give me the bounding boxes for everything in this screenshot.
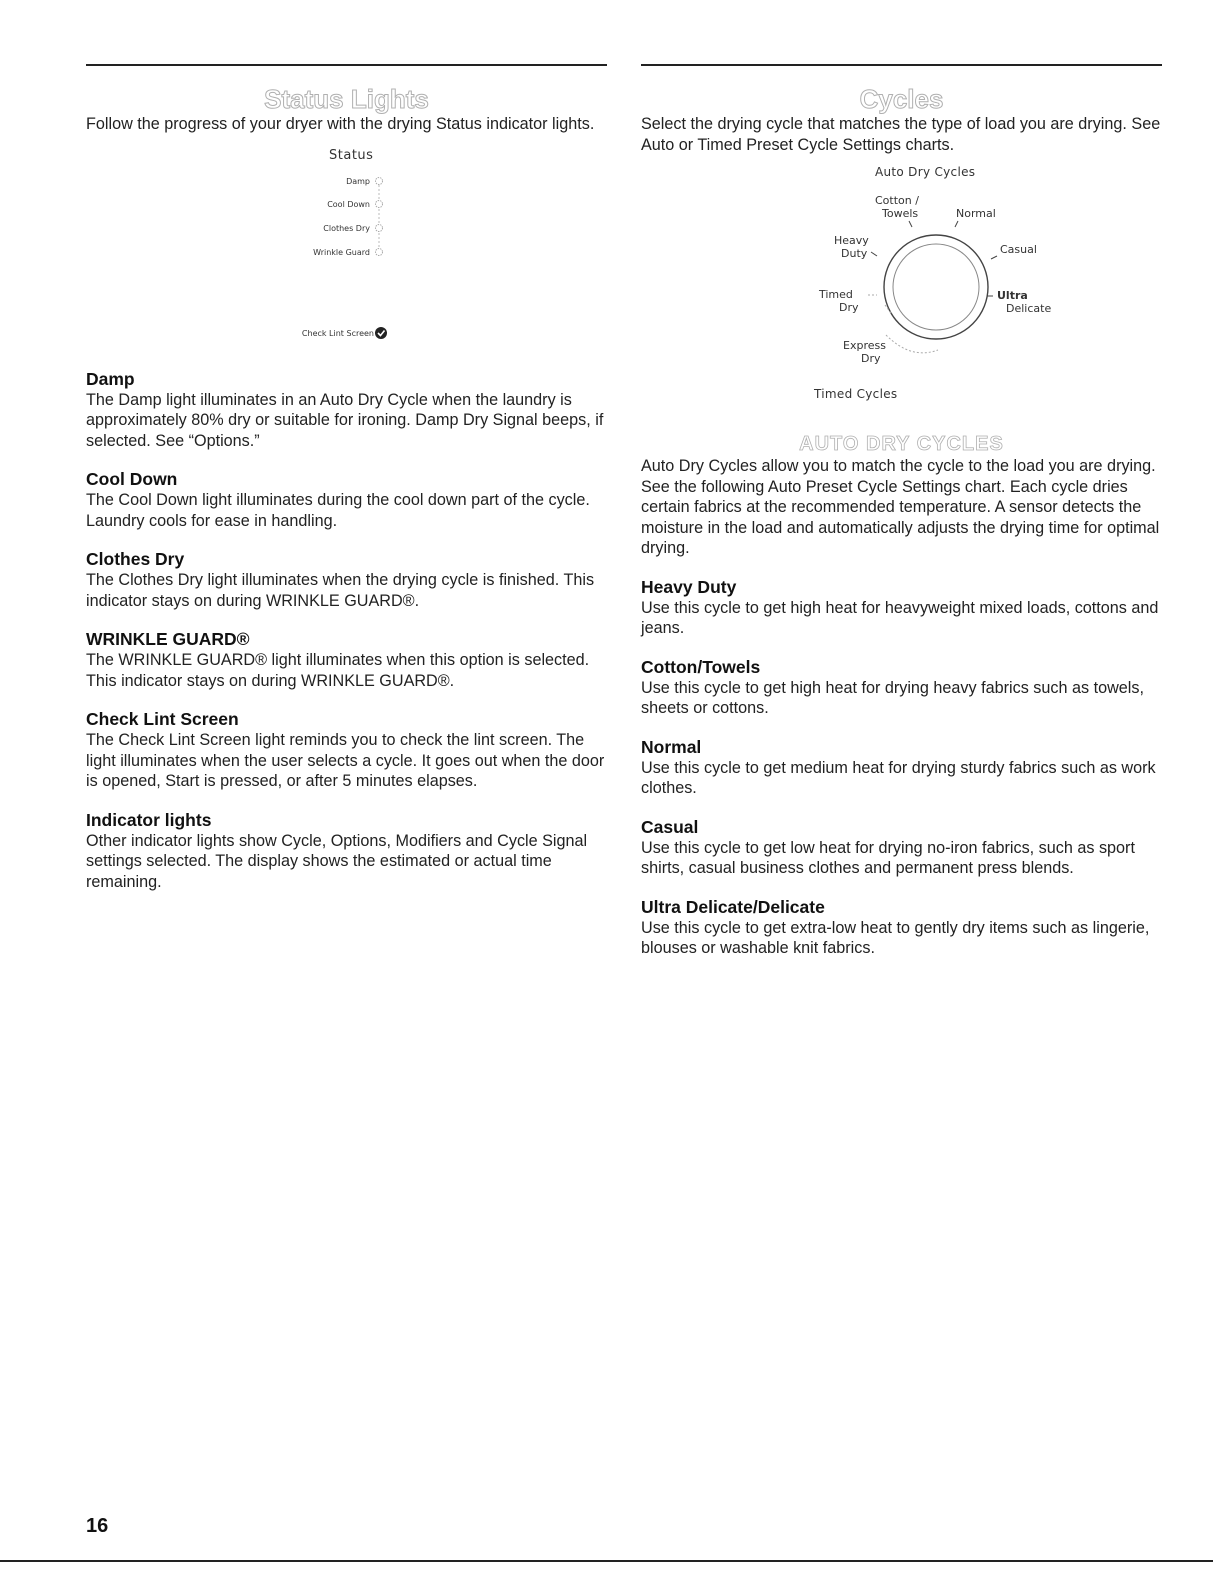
- item-check-lint-screen: [86, 708, 607, 792]
- item-text: The Cool Down light illuminates during the cool down part of the cycle. Laundry cools for ease in handling.: [86, 491, 590, 530]
- cycles-column: [641, 64, 1162, 976]
- item-heading: WRINKLE GUARD®: [86, 629, 250, 649]
- status-light-label-clothes-dry: Clothes Dry: [323, 223, 370, 233]
- item-clothes-dry: [86, 548, 607, 611]
- status-light-label-wrinkle-guard: Wrinkle Guard: [313, 247, 370, 257]
- item-text: Use this cycle to get medium heat for drying sturdy fabrics such as work clothes.: [641, 758, 1156, 797]
- item-wrinkle-guard: [86, 628, 607, 691]
- status-lights-intro: Follow the progress of your dryer with the drying Status indicator lights.: [86, 115, 595, 133]
- auto-dry-cycles-intro: Auto Dry Cycles allow you to match the cycle to the load you are drying. See the following Auto Preset Cycle Settings chart. Each cycle dries certain fabrics at the recommended temperature. A sensor detects the moisture in the load and automatically adjusts the drying time for optimal drying.: [641, 457, 1160, 557]
- status-indicator-damp: [376, 177, 383, 184]
- status-lights-diagram: [86, 135, 607, 368]
- item-heading: Ultra Delicate/Delicate: [641, 896, 825, 917]
- item-text: The Check Lint Screen light reminds you to check the lint screen. The light illuminates when the user selects a cycle. It goes out when the door is opened, Start is pressed, or after 5 minutes elapses.: [86, 731, 605, 790]
- top-rule-right: [641, 64, 1162, 66]
- dial-label-heavy: Heavy: [834, 234, 869, 247]
- status-light-label-damp: Damp: [346, 176, 370, 186]
- section-title-cycles: Cycles: [859, 84, 944, 114]
- item-heading: Damp: [86, 368, 135, 389]
- cycle-knob-inner-ring: [893, 244, 979, 330]
- page-number: 16: [86, 1515, 109, 1537]
- item-heading: Casual: [641, 816, 699, 837]
- dial-label-express-dry: Dry: [861, 352, 881, 365]
- status-indicator-clothes-dry: [376, 224, 383, 231]
- item-heading: Normal: [641, 736, 702, 757]
- dial-label-timed: Timed: [819, 288, 853, 301]
- item-text: Use this cycle to get low heat for drying no-iron fabrics, such as sport shirts, casual business clothes and permanent press blends.: [641, 838, 1135, 877]
- dial-label-normal: Normal: [956, 207, 996, 220]
- item-text: The WRINKLE GUARD® light illuminates when this option is selected. This indicator stays on during WRINKLE GUARD®.: [86, 651, 590, 690]
- item-text: The Damp light illuminates in an Auto Dry Cycle when the laundry is approximately 80% dry or suitable for ironing. Damp Dry Signal beeps, if selected. See “Options.”: [86, 390, 604, 450]
- item-cotton-towels: [641, 656, 1162, 719]
- item-text: Use this cycle to get extra-low heat to gently dry items such as lingerie, blouses or washable knit fabrics.: [641, 918, 1150, 957]
- status-light-label-cool-down: Cool Down: [327, 199, 370, 209]
- item-normal: [641, 736, 1162, 799]
- item-heading: Cool Down: [86, 469, 178, 489]
- cycle-dial-diagram: [641, 155, 1162, 403]
- item-indicator-lights: [86, 809, 607, 893]
- status-heading: Status: [329, 147, 374, 163]
- timed-cycles-label: Timed Cycles: [814, 387, 898, 401]
- item-heading: Indicator lights: [86, 809, 212, 830]
- cycle-knob-outer-ring: [884, 235, 988, 339]
- item-heading: Heavy Duty: [641, 576, 737, 597]
- dial-label-duty: Duty: [841, 247, 868, 260]
- item-heading: Cotton/Towels: [641, 656, 761, 677]
- dial-label-express: Express: [843, 339, 886, 352]
- item-heading: Clothes Dry: [86, 549, 185, 569]
- dial-label-cotton: Cotton /: [875, 194, 919, 207]
- status-indicator-wrinkle-guard: [376, 248, 383, 255]
- status-panel-illustration: [86, 135, 607, 368]
- subtitle-auto-dry-cycles: AUTO DRY CYCLES: [799, 433, 1004, 455]
- status-lights-column: [86, 64, 607, 909]
- item-text: Use this cycle to get high heat for drying heavy fabrics such as towels, sheets or cottons.: [641, 678, 1144, 717]
- bottom-rule: [0, 1560, 1213, 1562]
- auto-dry-cycles-label: Auto Dry Cycles: [875, 165, 976, 179]
- item-ultra-delicate: [641, 896, 1162, 959]
- dial-label-ultra: Ultra: [997, 289, 1028, 302]
- item-damp: [86, 368, 607, 452]
- dial-label-casual: Casual: [1000, 243, 1037, 256]
- dial-label-dry: Dry: [839, 301, 859, 314]
- item-text: Other indicator lights show Cycle, Options, Modifiers and Cycle Signal settings selected. The display shows the estimated or actual time remaining.: [86, 831, 588, 891]
- check-lint-screen-label: Check Lint Screen: [301, 328, 374, 338]
- top-rule-left: [86, 64, 607, 66]
- item-text: Use this cycle to get high heat for heavyweight mixed loads, cottons and jeans.: [641, 598, 1159, 637]
- check-lint-indicator-icon: [375, 327, 387, 339]
- item-text: The Clothes Dry light illuminates when the drying cycle is finished. This indicator stays on during WRINKLE GUARD®.: [86, 571, 595, 610]
- cycle-dial-illustration: [641, 155, 1162, 403]
- item-heavy-duty: [641, 576, 1162, 639]
- section-title-status-lights: Status Lights: [264, 84, 429, 114]
- dial-label-delicate: Delicate: [1006, 302, 1052, 315]
- status-indicator-cool-down: [376, 200, 383, 207]
- item-casual: [641, 816, 1162, 879]
- item-cool-down: [86, 468, 607, 531]
- item-heading: Check Lint Screen: [86, 709, 239, 729]
- dial-label-towels: Towels: [882, 207, 919, 220]
- cycles-intro: Select the drying cycle that matches the type of load you are drying. See Auto or Timed Preset Cycle Settings charts.: [641, 115, 1161, 154]
